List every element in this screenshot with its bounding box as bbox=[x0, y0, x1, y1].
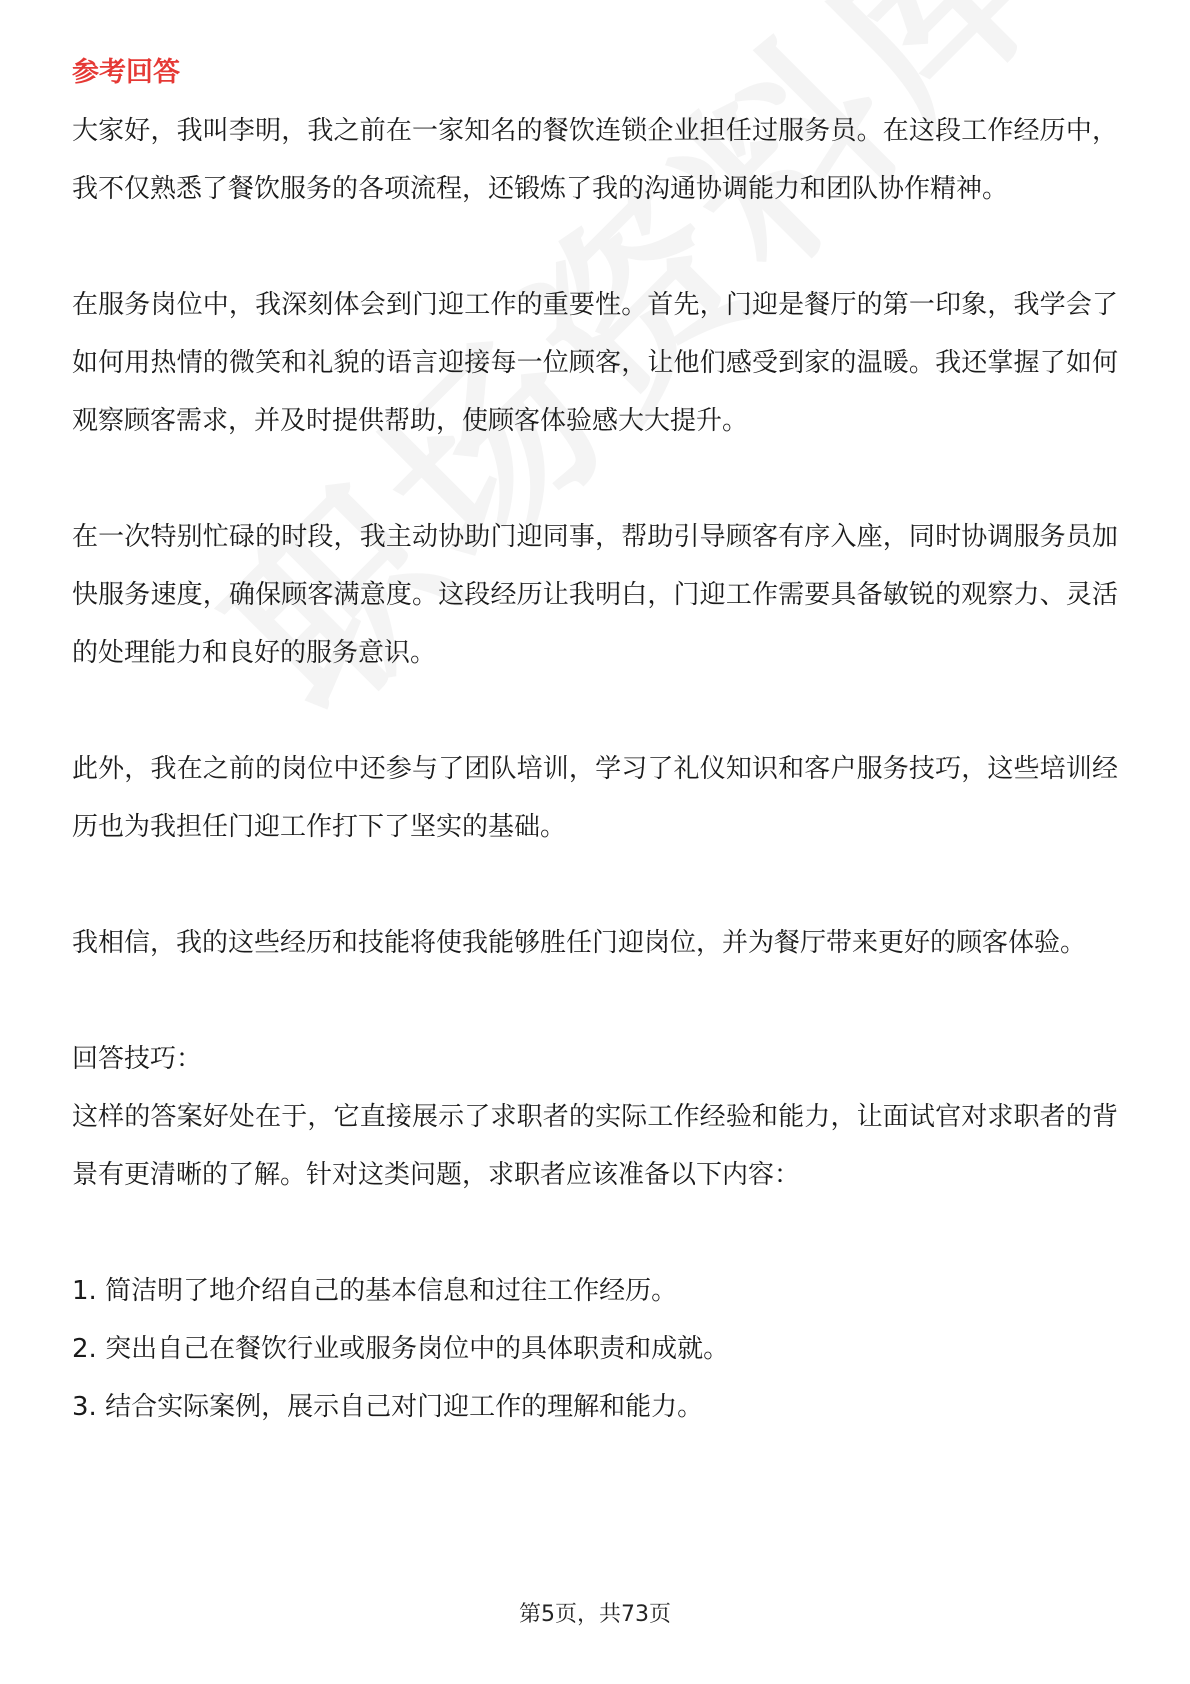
paragraph-conclusion: 我相信，我的这些经历和技能将使我能够胜任门迎岗位，并为餐厅带来更好的顾客体验。 bbox=[72, 928, 1087, 958]
answer-content bbox=[72, 44, 1118, 1436]
paragraph-training: 此外，我在之前的岗位中还参与了团队培训，学习了礼仪知识和客户服务技巧，这些培训经历也为我担任门迎工作打下了坚实的基础。 bbox=[72, 754, 1118, 842]
paragraph-service-role: 在服务岗位中，我深刻体会到门迎工作的重要性。首先，门迎是餐厅的第一印象，我学会了如何用热情的微笑和礼貌的语言迎接每一位顾客，让他们感受到家的温暖。我还掌握了如何观察顾客需求，并及时提供帮助，使顾客体验感大大提升。 bbox=[72, 290, 1118, 436]
list-item: 2. 突出自己在餐饮行业或服务岗位中的具体职责和成就。 bbox=[72, 1334, 730, 1364]
section-heading: 参考回答 bbox=[72, 57, 180, 88]
paragraph-gap bbox=[72, 218, 1118, 276]
page-number: 第5页，共73页 bbox=[519, 1602, 671, 1627]
paragraph-gap bbox=[72, 972, 1118, 1030]
list-item: 1. 简洁明了地介绍自己的基本信息和过往工作经历。 bbox=[72, 1276, 678, 1306]
paragraph-busy-period: 在一次特别忙碌的时段，我主动协助门迎同事，帮助引导顾客有序入座，同时协调服务员加快服务速度，确保顾客满意度。这段经历让我明白，门迎工作需要具备敏锐的观察力、灵活的处理能力和良好的服务意识。 bbox=[72, 522, 1118, 668]
paragraph-gap bbox=[72, 1204, 1118, 1262]
tips-intro: 这样的答案好处在于，它直接展示了求职者的实际工作经验和能力，让面试官对求职者的背景有更清晰的了解。针对这类问题，求职者应该准备以下内容： bbox=[72, 1102, 1118, 1190]
paragraph-intro: 大家好，我叫李明，我之前在一家知名的餐饮连锁企业担任过服务员。在这段工作经历中，我不仅熟悉了餐饮服务的各项流程，还锻炼了我的沟通协调能力和团队协作精神。 bbox=[72, 116, 1118, 204]
list-item: 3. 结合实际案例，展示自己对门迎工作的理解和能力。 bbox=[72, 1392, 704, 1422]
paragraph-gap bbox=[72, 856, 1118, 914]
paragraph-gap bbox=[72, 682, 1118, 740]
tips-label: 回答技巧： bbox=[72, 1044, 203, 1074]
paragraph-gap bbox=[72, 450, 1118, 508]
